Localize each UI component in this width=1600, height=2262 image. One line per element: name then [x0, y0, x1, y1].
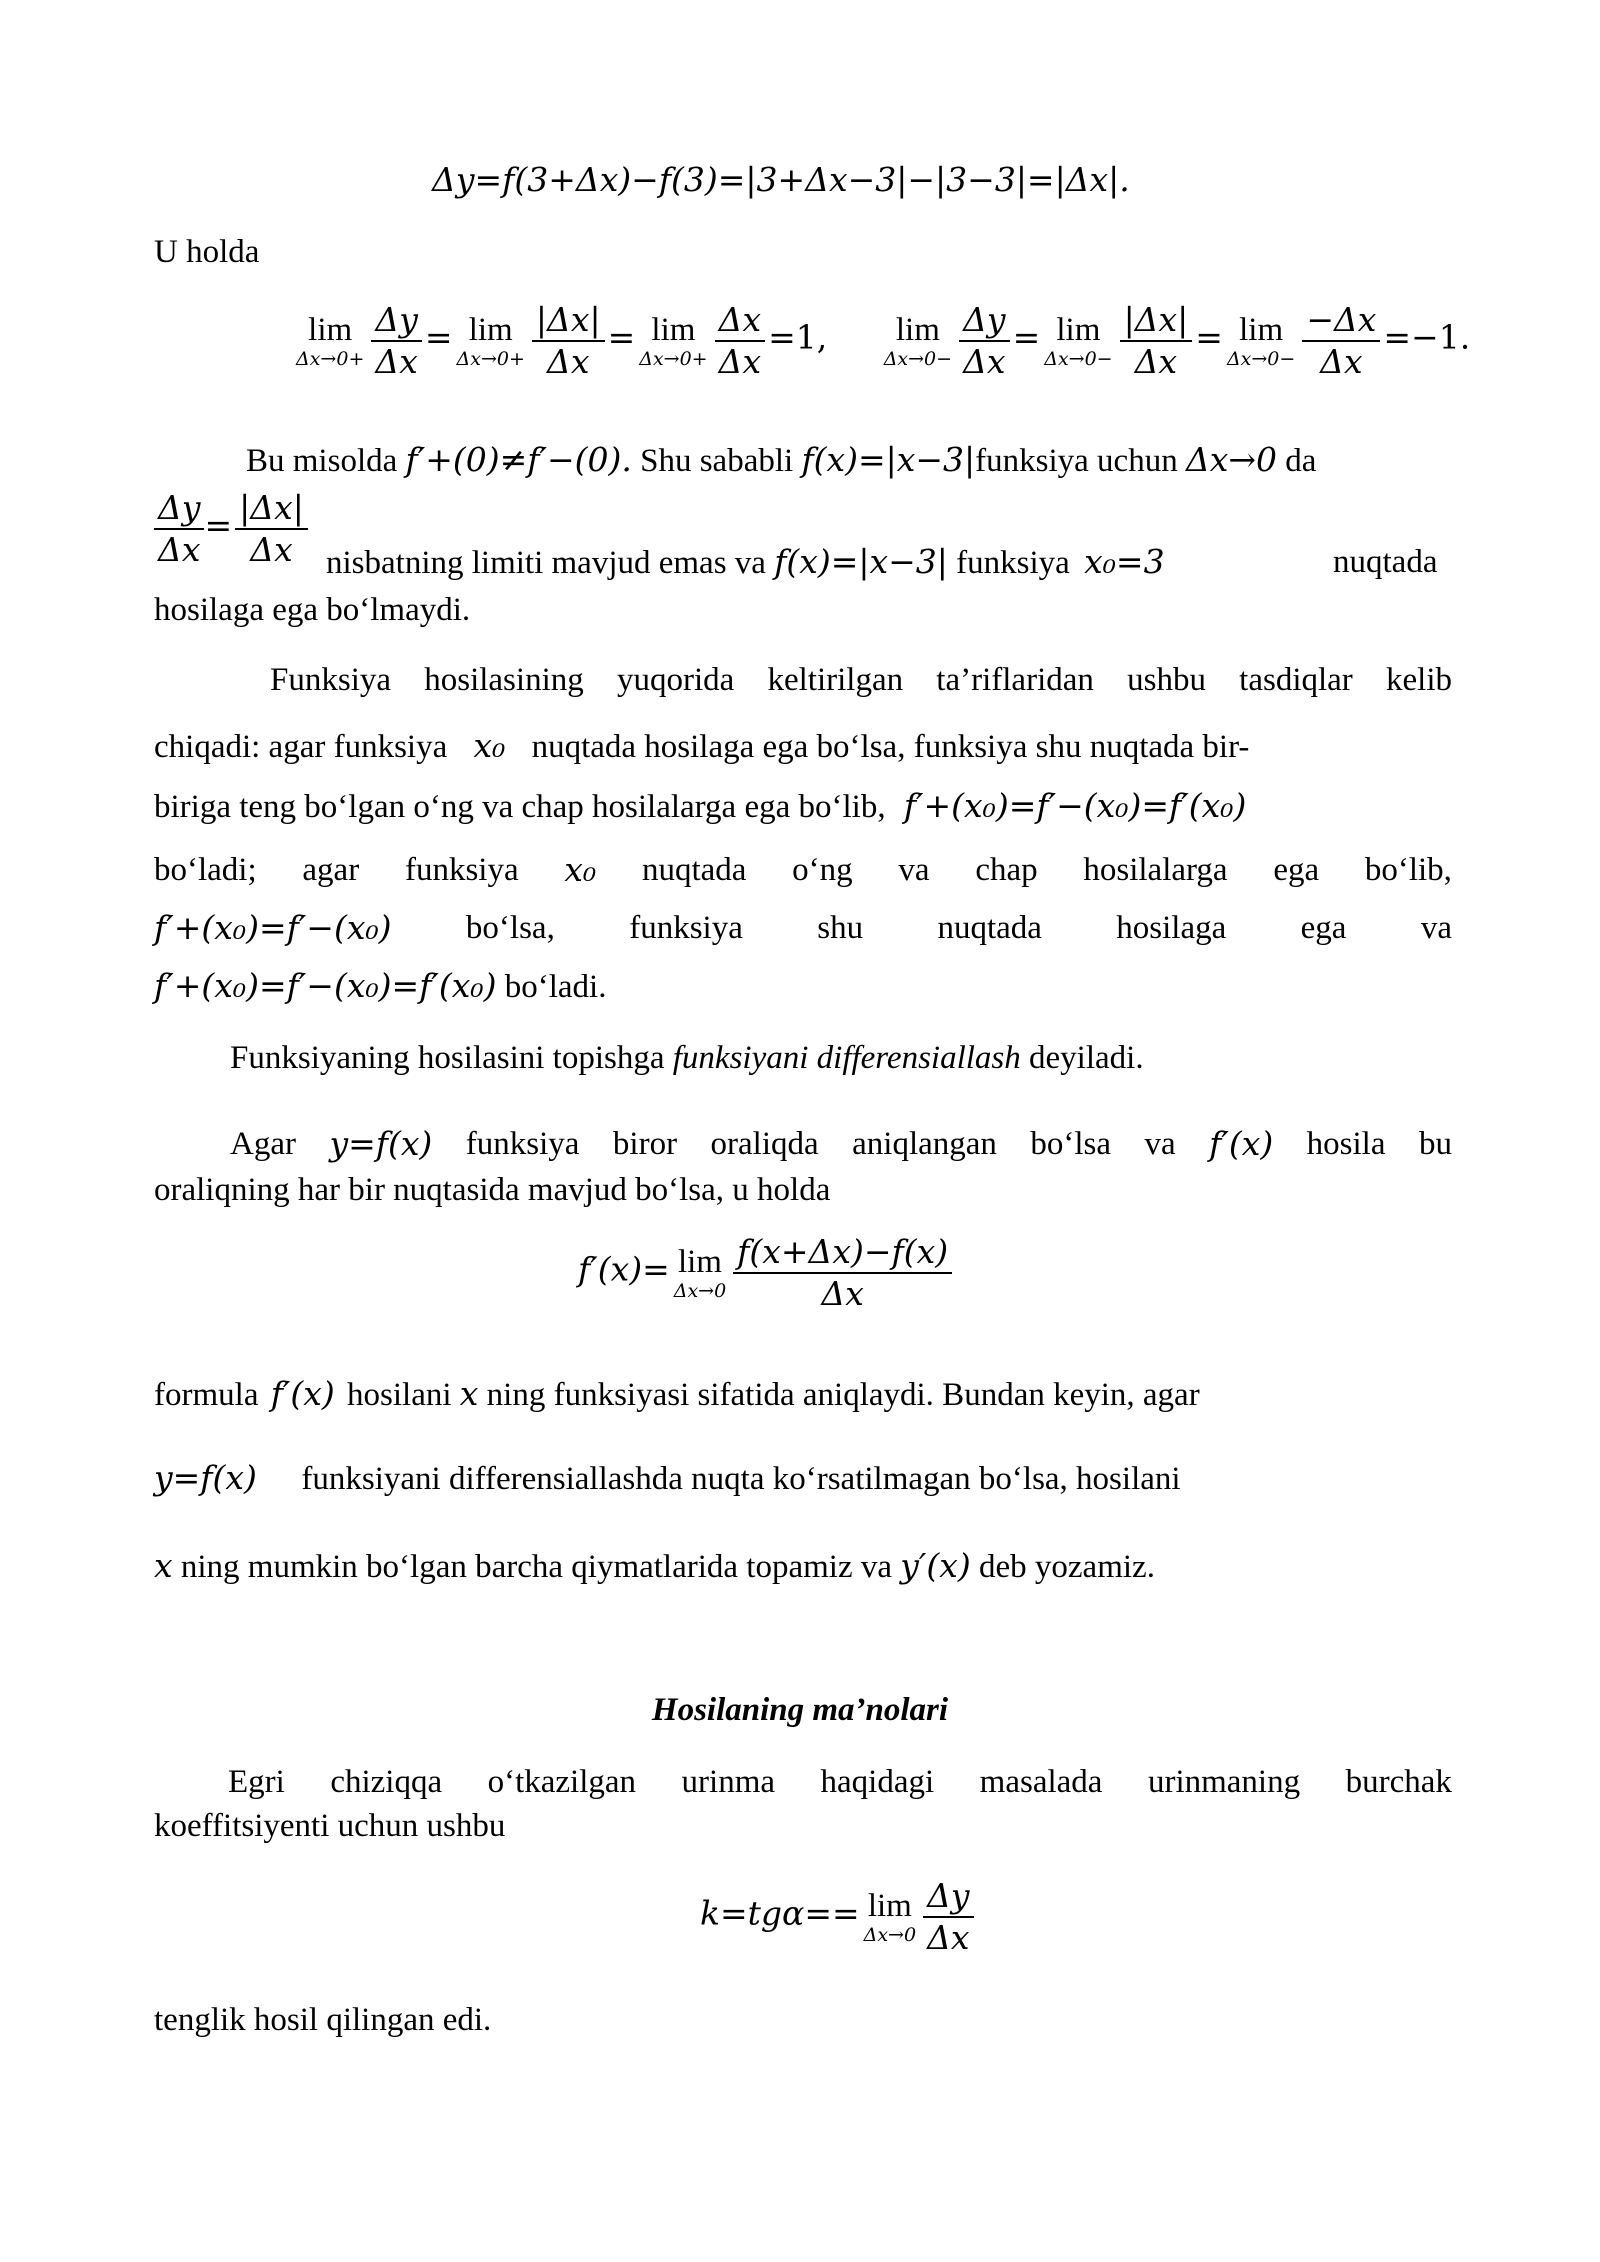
fraction: $\frac{|\Delta x|}{\Delta x}$ [1120, 300, 1193, 382]
paragraph-1-line-2: nisbatning limiti mavjud emas va f(x)=|x−3| funksiya x₀=3 [326, 542, 1165, 581]
lim-operator: lim Δx→0+ [639, 312, 708, 370]
fraction: $\frac{\Delta y}{\Delta x}$ [959, 300, 1009, 382]
fraction: $\frac{|\Delta x|}{\Delta x}$ [532, 300, 605, 382]
term-differentiation: funksiyani differensiallash [672, 1040, 1021, 1076]
nuqtada-word: nuqtada [1333, 544, 1438, 580]
one-sided-limits-equation: lim Δx→0+ $\frac{\Delta y}{\Delta x}$ = lim Δx→0+ $\frac{|\Delta x|}{\Delta x}$ = lim Δx→0+ $\frac{\Delta x}{\Delta x}$ =1, lim Δx→0− $\frac{\Delta y}{\Delta x}$ = lim Δx→0− $\frac{|\Delta x|}{\Delta x}$ = lim Δx→0− $\frac{-\Delta x}{\Delta x}$ =−1. [296, 300, 1471, 381]
paragraph-2-line-3: biriga teng bo‘lgan o‘ng va chap hosilalarga ega bo‘lib, f′+(x₀)=f′−(x₀)=f′(x₀) [154, 786, 1247, 825]
paragraph-6-line-2: koeffitsiyenti uchun ushbu [154, 1808, 506, 1844]
lim-operator: lim Δx→0− [883, 312, 953, 370]
paragraph-3: Funksiyaning hosilasini topishga funksiyani differensiallash deyiladi. [230, 1040, 1144, 1076]
paragraph-2-line-1: Funksiya hosilasining yuqorida keltirilgan ta’riflaridan ushbu tasdiqlar kelib [270, 662, 1452, 698]
lim-operator: lim Δx→0 [673, 1244, 727, 1302]
paragraph-2-line-4: bo‘ladi; agar funksiya x₀ nuqtada o‘ng va chap hosilalarga ega bo‘lib, [154, 850, 1452, 889]
lim-operator: lim Δx→0− [1044, 312, 1113, 370]
paragraph-4-line-2: oraliqning har bir nuqtasida mavjud bo‘lsa, u holda [154, 1172, 831, 1208]
equation-delta-y [432, 160, 1130, 201]
section-heading: Hosilaning ma’nolari [651, 1692, 949, 1728]
fraction: $\frac{\Delta y}{\Delta x}$ [923, 1876, 973, 1958]
slope-formula: k=tgα== lim Δx→0 $\frac{\Delta y}{\Delta x}$ [700, 1876, 977, 1958]
paragraph-2-line-5: f′+(x₀)=f′−(x₀) bo‘lsa, funksiya shu nuqtada hosilaga ega va [154, 908, 1452, 947]
paragraph-5-line-3: x ning mumkin bo‘lgan barcha qiymatlarida topamiz va y′(x) deb yozamiz. [154, 1546, 1155, 1585]
paragraph-6-line-1: Egri chiziqqa o‘tkazilgan urinma haqidagi masalada urinmaning burchak [228, 1764, 1452, 1800]
closing-line: tenglik hosil qilingan edi. [154, 2002, 492, 2038]
paragraph-5-line-2: y=f(x) funksiyani differensiallashda nuqta ko‘rsatilmagan bo‘lsa, hosilani [154, 1458, 1181, 1497]
lim-operator: lim Δx→0− [1226, 312, 1296, 370]
lim-operator: lim Δx→0+ [296, 312, 365, 370]
paragraph-1-line-3: hosilaga ega bo‘lmaydi. [154, 592, 471, 628]
fraction: $\frac{\Delta x}{\Delta x}$ [715, 300, 765, 382]
ratio-fraction: $\frac{\Delta y}{\Delta x}$ = $\frac{|\Delta x|}{\Delta x}$ [154, 488, 311, 570]
paragraph-4-line-1: Agar y=f(x) funksiya biror oraliqda aniqlangan bo‘lsa va f′(x) hosila bu [230, 1124, 1452, 1163]
paragraph-2-line-6: f′+(x₀)=f′−(x₀)=f′(x₀) bo‘ladi. [154, 966, 607, 1005]
paragraph-1-line-1: Bu misolda f′+(0)≠f′−(0). Shu sababli f(x)=|x−3|funksiya uchun Δx→0 da [246, 440, 1317, 479]
paragraph-2-line-2: chiqadi: agar funksiya x₀ nuqtada hosilaga ega bo‘lsa, funksiya shu nuqtada bir- [154, 726, 1250, 765]
fraction: $\frac{f(x+\Delta x)-f(x)}{\Delta x}$ [733, 1232, 952, 1314]
u-holda-text: U holda [154, 234, 260, 270]
fraction: $\frac{\Delta y}{\Delta x}$ [371, 300, 421, 382]
derivative-definition-formula: f′(x)= lim Δx→0 $\frac{f(x+\Delta x)-f(x)}{\Delta x}$ [578, 1232, 955, 1314]
lim-operator: lim Δx→0+ [456, 312, 525, 370]
fraction: $\frac{-\Delta x}{\Delta x}$ [1302, 300, 1380, 382]
lim-operator: lim Δx→0 [863, 1888, 917, 1946]
equation-text: Δy=f(3+Δx)−f(3)=|3+Δx−3|−|3−3|=|Δx|. [432, 160, 1130, 199]
paragraph-5-line-1: formula f′(x) hosilani x ning funksiyasi sifatida aniqlaydi. Bundan keyin, agar [154, 1374, 1200, 1413]
